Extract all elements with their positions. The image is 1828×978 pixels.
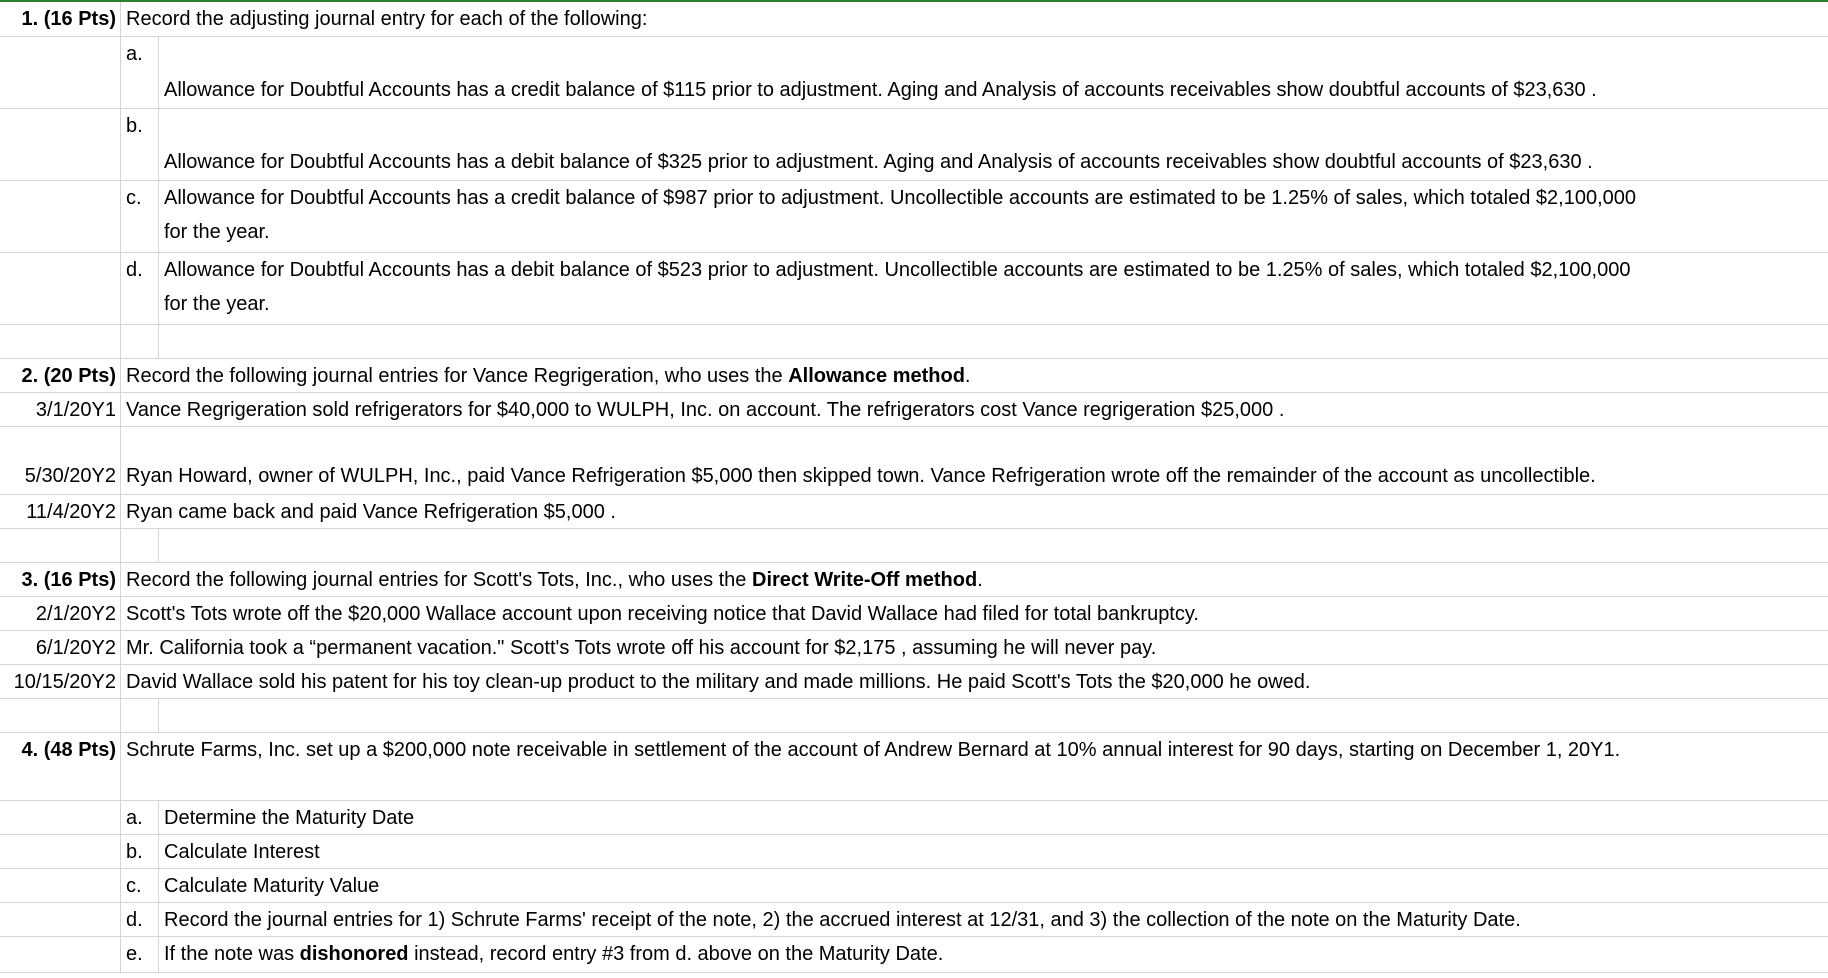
empty-cell[interactable] <box>0 181 121 252</box>
empty-cell[interactable] <box>0 253 121 324</box>
question-prompt[interactable] <box>121 563 1828 596</box>
empty-cell[interactable] <box>159 325 1828 358</box>
entry-date[interactable]: 2/1/20Y2 <box>0 597 121 630</box>
empty-cell[interactable] <box>0 801 121 834</box>
entry-text[interactable]: Mr. California took a “permanent vacation." Scott's Tots wrote off his account for $2,175 , assuming he will never pay. <box>126 637 1157 659</box>
empty-cell[interactable] <box>121 529 159 562</box>
item-bold-text: dishonored <box>299 943 409 965</box>
entry-date[interactable]: 11/4/20Y2 <box>0 495 121 528</box>
item-text-end: instead, record entry #3 from d. above on the Maturity Date. <box>408 943 944 965</box>
table-row <box>0 597 1828 631</box>
item-text-line1: Allowance for Doubtful Accounts has a credit balance of $987 prior to adjustment. Uncollectible accounts are estimated to be 1.25% of sales, which totaled $2,100,000 <box>164 187 1636 209</box>
empty-cell[interactable] <box>0 529 121 562</box>
entry-date[interactable]: 6/1/20Y2 <box>0 631 121 664</box>
item-text[interactable]: Record the journal entries for 1) Schrute Farms' receipt of the note, 2) the accrued interest at 12/31, and 3) the collection of the note on the Maturity Date. <box>164 909 1521 931</box>
table-row <box>0 109 1828 181</box>
empty-cell[interactable] <box>0 903 121 936</box>
item-text[interactable]: Determine the Maturity Date <box>164 807 415 829</box>
table-row <box>0 699 1828 733</box>
item-letter[interactable]: a. <box>121 37 159 108</box>
item-text-line2: for the year. <box>164 221 270 243</box>
table-row <box>0 2 1828 37</box>
empty-cell[interactable] <box>0 937 121 972</box>
table-row <box>0 529 1828 563</box>
prompt-bold-text: Allowance method <box>788 365 965 387</box>
entry-text[interactable]: Vance Regrigeration sold refrigerators for $40,000 to WULPH, Inc. on account. The refrigerators cost Vance regrigeration $25,000 . <box>126 399 1285 421</box>
empty-cell[interactable] <box>159 529 1828 562</box>
empty-cell[interactable] <box>0 325 121 358</box>
entry-date[interactable]: 3/1/20Y1 <box>0 393 121 426</box>
item-text[interactable] <box>159 109 1828 180</box>
item-letter[interactable]: b. <box>121 835 159 868</box>
empty-cell[interactable] <box>0 869 121 902</box>
table-row <box>0 665 1828 699</box>
entry-date[interactable]: 10/15/20Y2 <box>0 665 121 698</box>
item-letter[interactable]: c. <box>121 181 159 252</box>
item-text-line1: Allowance for Doubtful Accounts has a debit balance of $523 prior to adjustment. Uncollectible accounts are estimated to be 1.25% of sales, which totaled $2,100,000 <box>164 259 1631 281</box>
item-letter[interactable]: e. <box>121 937 159 972</box>
entry-text[interactable] <box>121 427 1828 494</box>
item-text[interactable] <box>159 37 1828 108</box>
prompt-text-end: . <box>964 365 971 387</box>
table-row <box>0 181 1828 253</box>
prompt-bold-text: Direct Write-Off method <box>752 569 978 591</box>
question-prompt[interactable] <box>121 359 1828 392</box>
item-text-start: If the note was <box>164 943 300 965</box>
table-row <box>0 359 1828 393</box>
question-label[interactable]: 1. (16 Pts) <box>0 2 121 36</box>
table-row <box>0 937 1828 973</box>
empty-cell[interactable] <box>159 699 1828 732</box>
entry-text[interactable]: Scott's Tots wrote off the $20,000 Wallace account upon receiving notice that David Wallace had filed for total bankruptcy. <box>126 603 1199 625</box>
empty-cell[interactable] <box>121 325 159 358</box>
entry-date[interactable] <box>0 427 121 494</box>
table-row <box>0 869 1828 903</box>
item-text-content: Allowance for Doubtful Accounts has a credit balance of $115 prior to adjustment. Aging and Analysis of accounts receivables show doubtful accounts of $23,630 . <box>164 79 1597 101</box>
question-label[interactable]: 3. (16 Pts) <box>0 563 121 596</box>
item-text[interactable] <box>159 253 1828 324</box>
empty-cell[interactable] <box>0 699 121 732</box>
table-row <box>0 631 1828 665</box>
table-row <box>0 563 1828 597</box>
item-text-line2: for the year. <box>164 293 270 315</box>
table-row <box>0 427 1828 495</box>
empty-cell[interactable] <box>121 699 159 732</box>
entry-text-content: Ryan Howard, owner of WULPH, Inc., paid Vance Refrigeration $5,000 then skipped town. Vance Refrigeration wrote off the remainder of the account as uncollectible. <box>126 465 1596 487</box>
entry-date-text: 5/30/20Y2 <box>24 465 116 487</box>
prompt-text: Record the following journal entries for Vance Regrigeration, who uses the <box>126 365 789 387</box>
question-label[interactable]: 4. (48 Pts) <box>0 733 121 800</box>
table-row <box>0 393 1828 427</box>
question-prompt[interactable]: Schrute Farms, Inc. set up a $200,000 note receivable in settlement of the account of Andrew Bernard at 10% annual interest for 90 days, starting on December 1, 20Y1. <box>126 739 1621 761</box>
question-prompt[interactable]: Record the adjusting journal entry for each of the following: <box>126 8 648 30</box>
table-row <box>0 733 1828 801</box>
question-label[interactable]: 2. (20 Pts) <box>0 359 121 392</box>
empty-cell[interactable] <box>0 37 121 108</box>
item-text[interactable] <box>159 181 1828 252</box>
table-row <box>0 903 1828 937</box>
prompt-text: Record the following journal entries for Scott's Tots, Inc., who uses the <box>126 569 752 591</box>
empty-cell[interactable] <box>0 835 121 868</box>
item-letter[interactable]: a. <box>121 801 159 834</box>
entry-text[interactable]: Ryan came back and paid Vance Refrigeration $5,000 . <box>126 501 616 523</box>
prompt-text-end: . <box>977 569 983 591</box>
item-letter[interactable]: d. <box>121 903 159 936</box>
table-row <box>0 495 1828 529</box>
item-letter[interactable]: b. <box>121 109 159 180</box>
table-row <box>0 37 1828 109</box>
table-row <box>0 325 1828 359</box>
empty-cell[interactable] <box>0 109 121 180</box>
item-text-content: Allowance for Doubtful Accounts has a debit balance of $325 prior to adjustment. Aging and Analysis of accounts receivables show doubtful accounts of $23,630 . <box>164 151 1593 173</box>
table-row <box>0 835 1828 869</box>
item-text[interactable]: Calculate Maturity Value <box>164 875 380 897</box>
item-letter[interactable]: d. <box>121 253 159 324</box>
item-text[interactable] <box>159 937 1828 972</box>
item-text[interactable]: Calculate Interest <box>164 841 320 863</box>
entry-text[interactable]: David Wallace sold his patent for his toy clean-up product to the military and made millions. He paid Scott's Tots the $20,000 he owed. <box>126 671 1311 693</box>
table-row <box>0 253 1828 325</box>
table-row <box>0 801 1828 835</box>
item-letter[interactable]: c. <box>121 869 159 902</box>
